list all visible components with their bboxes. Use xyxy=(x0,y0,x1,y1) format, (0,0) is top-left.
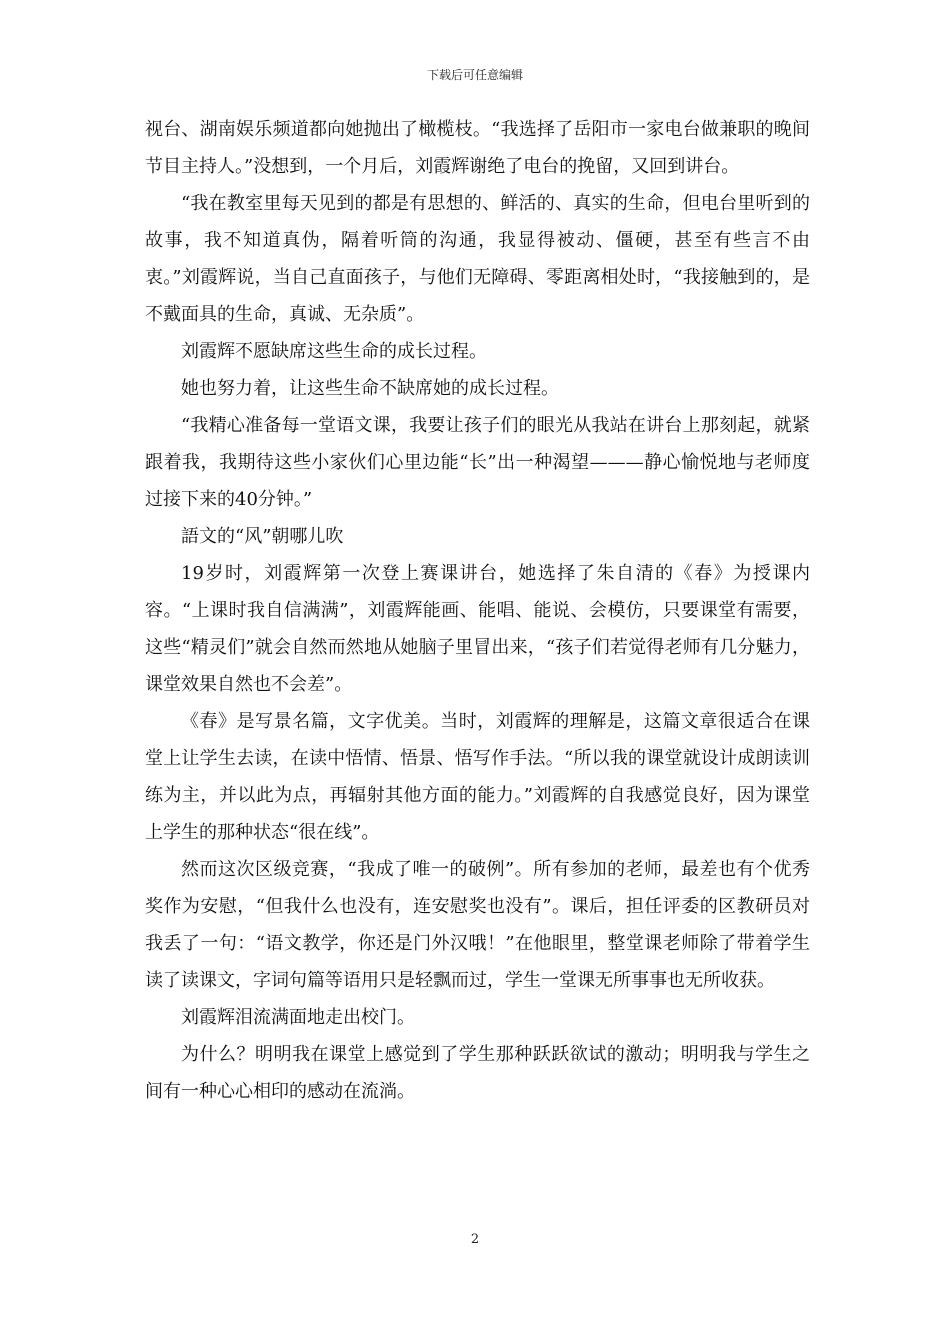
paragraph: 刘霞辉不愿缺席这些生命的成长过程。 xyxy=(181,341,487,362)
paragraph: 《春》是写景名篇，文字优美。当时，刘霞辉的理解是，这篇文章很适合在课堂上让学生去读，在读中悟情、悟景、悟写作手法。“所以我的课堂就设计成朗读训练为主，并以此为点，再辐射其他方面的能力。”刘霞辉的自我感觉良好，因为课堂上学生的那种状态“很在线”。 xyxy=(145,711,810,843)
section-heading: 語文的“风”朝哪儿吹 xyxy=(181,526,344,547)
paragraph: 为什么？明明我在课堂上感觉到了学生那种跃跃欲试的激动；明明我与学生之间有一种心心相印的感动在流淌。 xyxy=(145,1044,810,1102)
paragraph: “我在教室里每天见到的都是有思想的、鲜活的、真实的生命，但电台里听到的故事，我不知道真伪，隔着听筒的沟通，我显得被动、僵硬，甚至有些言不由衷。”刘霞辉说，当自己直面孩子，与他们无障碍、零距离相处时，“我接触到的，是不戴面具的生命，真诚、无杂质”。 xyxy=(145,193,810,325)
paragraph: 刘霞辉泪流满面地走出校门。 xyxy=(181,1007,415,1028)
paragraph: “我精心准备每一堂语文课，我要让孩子们的眼光从我站在讲台上那刻起，就紧跟着我，我期待这些小家伙们心里边能“长”出一种渴望———静心愉悦地与老师度过接下来的40分钟。” xyxy=(145,415,810,510)
paragraph: 然而这次区级竞赛，“我成了唯一的破例”。所有参加的老师，最差也有个优秀奖作为安慰，“但我什么也没有，连安慰奖也没有”。课后，担任评委的区教研员对我丢了一句：“语文教学，你还是门外汉哦！”在他眼里，整堂课老师除了带着学生读了读课文，字词句篇等语用只是轻飘而过，学生一堂课无所事事也无所收获。 xyxy=(145,859,810,991)
paragraph: 19岁时，刘霞辉第一次登上赛课讲台，她选择了朱自清的《春》为授课内容。“上课时我自信满满”，刘霞辉能画、能唱、能说、会模仿，只要课堂有需要，这些“精灵们”就会自然而然地从她脑子里冒出来，“孩子们若觉得老师有几分魅力，课堂效果自然也不会差”。 xyxy=(145,563,810,695)
page-number: 2 xyxy=(470,1232,480,1247)
paragraph: 她也努力着，让这些生命不缺席她的成长过程。 xyxy=(181,378,559,399)
document-body xyxy=(145,111,810,1110)
page-header: 下载后可任意编辑 xyxy=(426,68,523,82)
paragraph: 视台、湖南娱乐频道都向她抛出了橄榄枝。“我选择了岳阳市一家电台做兼职的晚间节目主持人。”没想到，一个月后，刘霞辉谢绝了电台的挽留，又回到讲台。 xyxy=(145,119,810,177)
